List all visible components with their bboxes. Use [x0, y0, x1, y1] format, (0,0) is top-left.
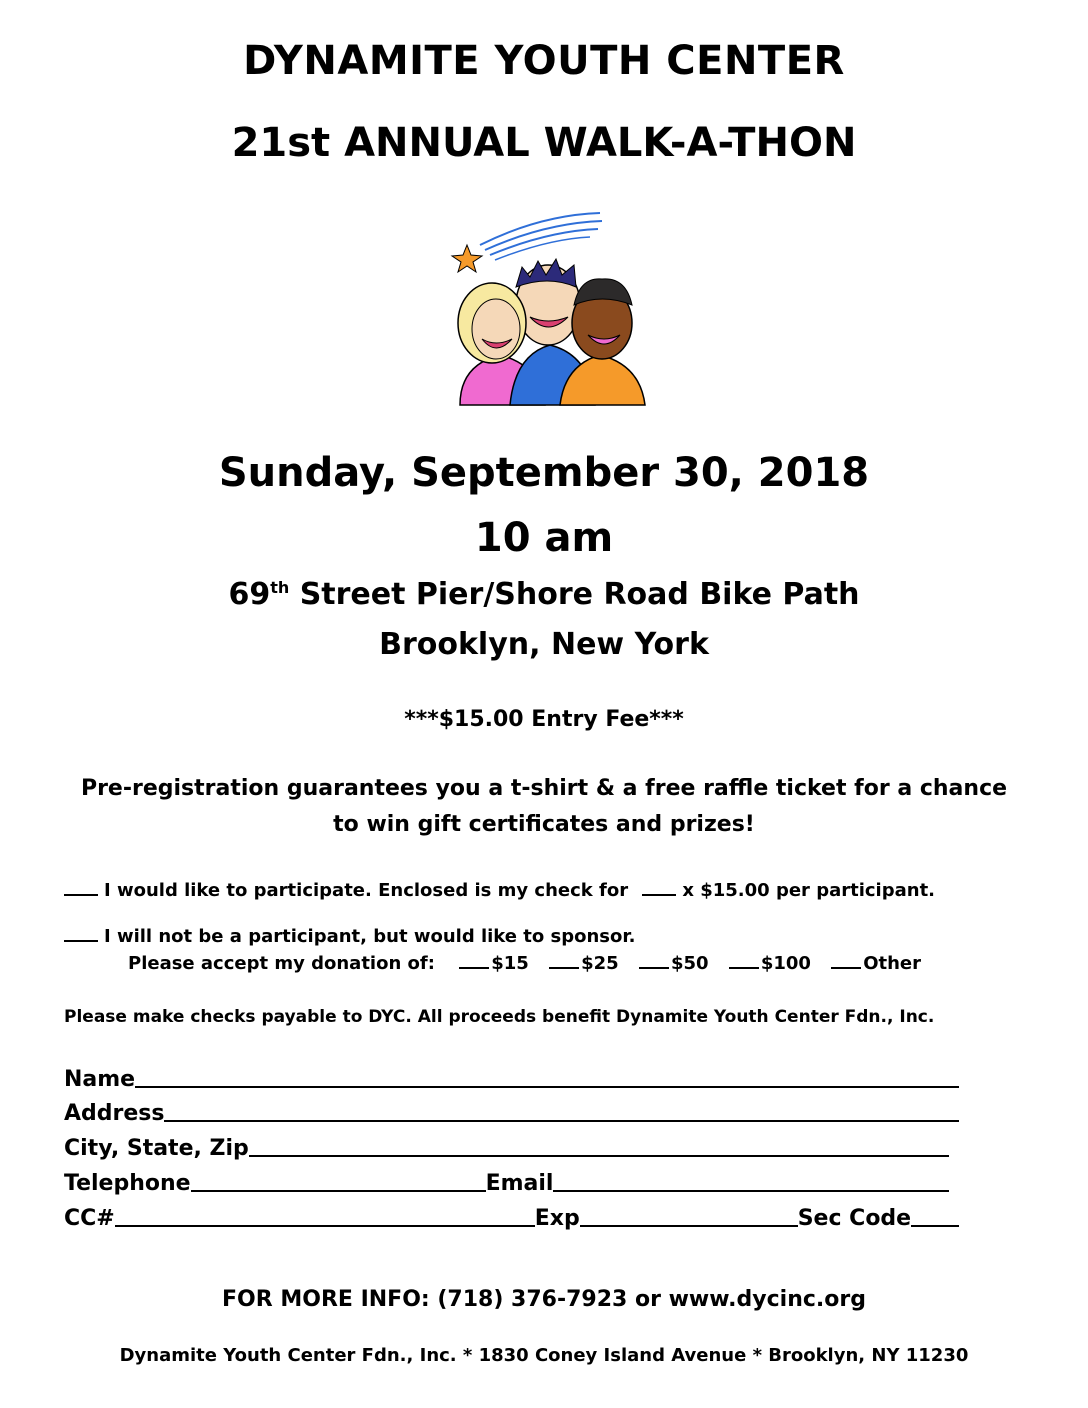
name-field[interactable]	[135, 1066, 959, 1088]
telephone-label: Telephone	[64, 1171, 191, 1196]
city-row	[64, 1131, 949, 1161]
participant-count-field[interactable]	[642, 878, 676, 896]
kids-illustration	[430, 205, 660, 410]
cc-field[interactable]	[115, 1205, 535, 1227]
event-location: 69th Street Pier/Shore Road Bike Path	[228, 577, 860, 612]
donation-50[interactable]: $50	[639, 951, 709, 974]
address-field[interactable]	[164, 1100, 959, 1122]
address-label: Address	[64, 1101, 165, 1126]
name-label: Name	[64, 1067, 136, 1092]
sponsor-checkbox[interactable]	[64, 924, 98, 942]
donation-25[interactable]: $25	[549, 951, 619, 974]
donation-100[interactable]: $100	[729, 951, 811, 974]
org-title: DYNAMITE YOUTH CENTER	[243, 38, 845, 84]
address-row	[64, 1096, 959, 1126]
footer-address: Dynamite Youth Center Fdn., Inc. * 1830 Coney Island Avenue * Brooklyn, NY 11230	[119, 1345, 969, 1366]
entry-fee: ***$15.00 Entry Fee***	[404, 707, 684, 732]
sec-code-label: Sec Code	[797, 1206, 912, 1231]
participate-option: I would like to participate. Enclosed is my check for x $15.00 per participant.	[64, 878, 935, 901]
donation-row: Please accept my donation of: $15 $25 $50 $100 Other	[128, 953, 922, 974]
promo-line-2: to win gift certificates and prizes!	[333, 812, 755, 837]
event-date: Sunday, September 30, 2018	[218, 450, 870, 496]
sec-code-field[interactable]	[911, 1205, 959, 1227]
more-info: FOR MORE INFO: (718) 376-7923 or www.dycinc.org	[222, 1287, 866, 1312]
name-row	[64, 1062, 959, 1092]
payment-row	[64, 1201, 959, 1231]
email-label: Email	[485, 1171, 554, 1196]
sponsor-option: I will not be a participant, but would like to sponsor.	[64, 924, 636, 947]
girl-face	[472, 299, 520, 359]
promo-line-1: Pre-registration guarantees you a t-shirt & a free raffle ticket for a chance	[80, 776, 1008, 801]
city-state-zip-field[interactable]	[249, 1135, 949, 1157]
exp-field[interactable]	[580, 1205, 798, 1227]
event-time: 10 am	[474, 515, 614, 561]
checks-note: Please make checks payable to DYC. All proceeds benefit Dynamite Youth Center Fdn., Inc.	[64, 1007, 935, 1027]
exp-label: Exp	[534, 1206, 580, 1231]
event-title: 21st ANNUAL WALK-A-THON	[231, 120, 857, 166]
cc-label: CC#	[64, 1206, 115, 1231]
contact-row	[64, 1166, 949, 1196]
city-state-zip-label: City, State, Zip	[64, 1136, 249, 1161]
email-field[interactable]	[553, 1170, 949, 1192]
event-city: Brooklyn, New York	[379, 627, 709, 662]
donation-15[interactable]: $15	[459, 951, 529, 974]
star-trail	[480, 213, 600, 245]
donation-other[interactable]: Other	[831, 951, 921, 974]
participate-checkbox[interactable]	[64, 878, 98, 896]
star-icon	[452, 245, 482, 272]
telephone-field[interactable]	[191, 1170, 486, 1192]
